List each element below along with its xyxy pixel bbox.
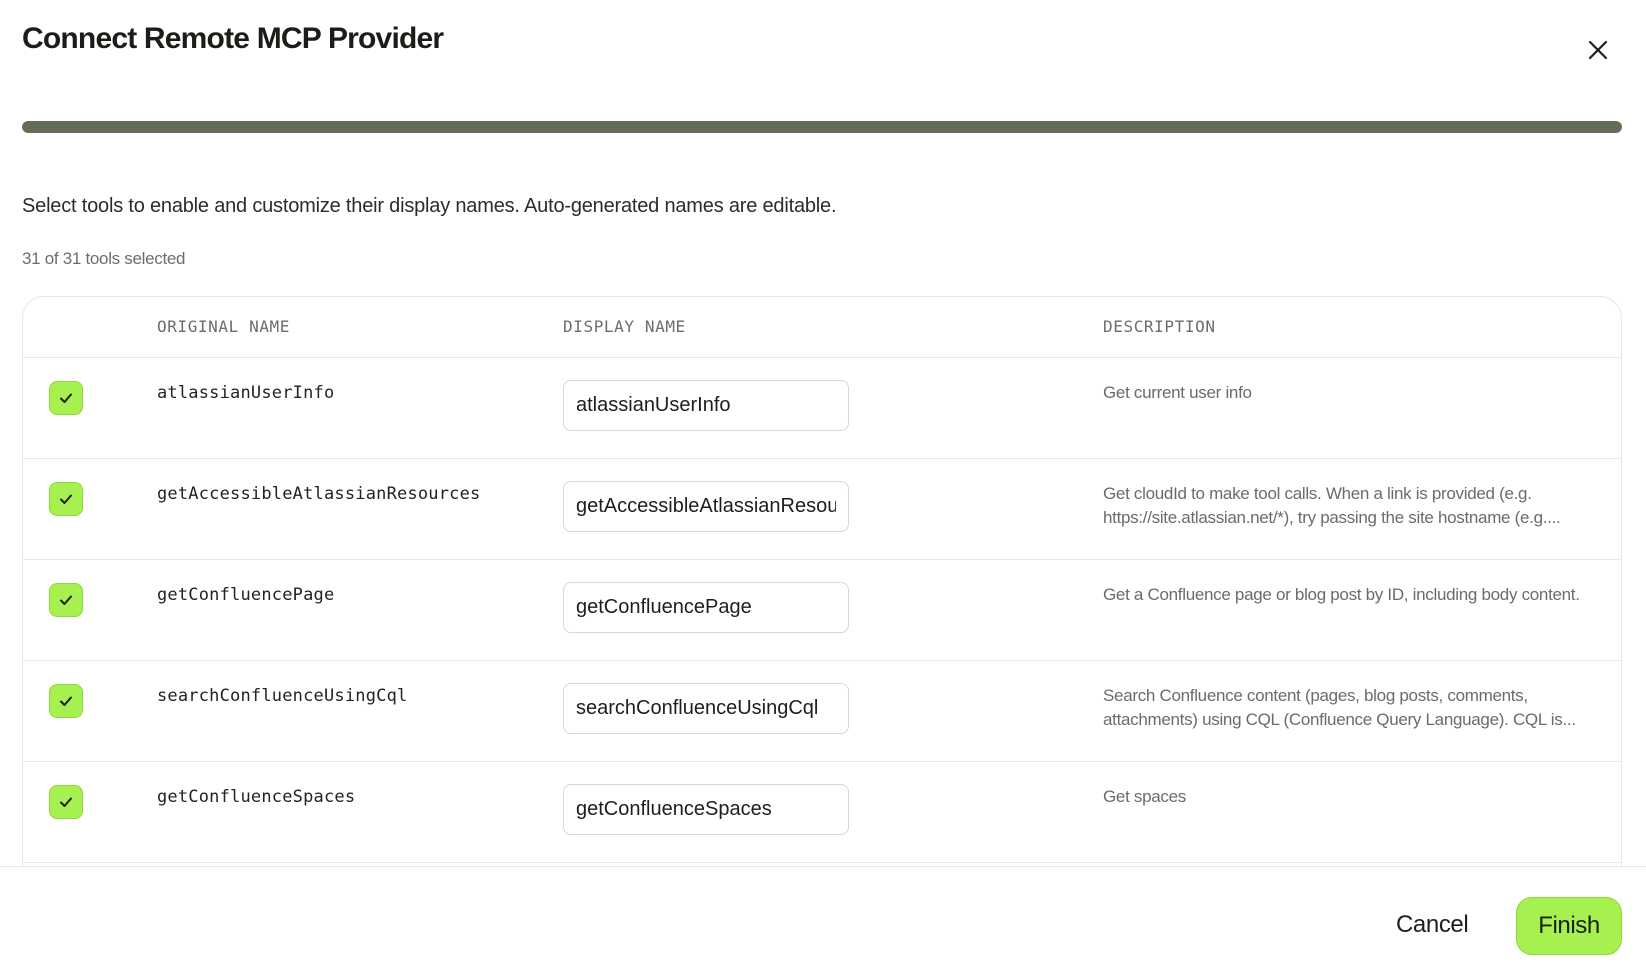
display-name-input[interactable] [563, 784, 849, 835]
tool-checkbox[interactable] [49, 684, 83, 718]
tool-checkbox[interactable] [49, 785, 83, 819]
check-icon [57, 490, 75, 508]
table-header [23, 297, 1621, 358]
tool-description: Get cloudId to make tool calls. When a link is provided (e.g. https://site.atlassian.net/*), try passing the site hostname (e.g.... [1103, 484, 1561, 527]
cancel-button[interactable]: Cancel [1380, 897, 1484, 953]
tool-checkbox[interactable] [49, 583, 83, 617]
instructions-text: Select tools to enable and customize their display names. Auto-generated names are editable. [22, 195, 837, 217]
original-name: atlassianUserInfo [157, 383, 335, 403]
table-row [23, 358, 1621, 459]
display-name-input[interactable] [563, 481, 849, 532]
tool-checkbox[interactable] [49, 381, 83, 415]
original-name: getAccessibleAtlassianResources [157, 484, 481, 504]
finish-button[interactable]: Finish [1516, 897, 1622, 955]
header-original-name: ORIGINAL NAME [157, 317, 291, 336]
header-display-name: DISPLAY NAME [563, 317, 686, 336]
dialog-title: Connect Remote MCP Provider [22, 22, 444, 55]
check-icon [57, 793, 75, 811]
check-icon [57, 692, 75, 710]
original-name: getConfluenceSpaces [157, 787, 356, 807]
display-name-input[interactable] [563, 683, 849, 734]
close-icon [1588, 40, 1608, 60]
tools-table [22, 296, 1622, 866]
check-icon [57, 389, 75, 407]
display-name-input[interactable] [563, 582, 849, 633]
progress-bar [22, 121, 1622, 133]
close-button[interactable] [1578, 30, 1618, 70]
table-row [23, 661, 1621, 762]
table-row [23, 459, 1621, 560]
selection-count: 31 of 31 tools selected [22, 249, 186, 268]
dialog-footer [0, 866, 1646, 978]
table-row [23, 560, 1621, 661]
original-name: searchConfluenceUsingCql [157, 686, 408, 706]
original-name: getConfluencePage [157, 585, 335, 605]
header-description: DESCRIPTION [1103, 317, 1216, 336]
tool-description: Search Confluence content (pages, blog posts, comments, attachments) using CQL (Confluence Query Language). CQL is... [1103, 686, 1576, 729]
tool-description: Get a Confluence page or blog post by ID, including body content. [1103, 585, 1580, 604]
tool-checkbox[interactable] [49, 482, 83, 516]
display-name-input[interactable] [563, 380, 849, 431]
table-row [23, 762, 1621, 863]
tool-description: Get current user info [1103, 383, 1252, 402]
tool-description: Get spaces [1103, 787, 1186, 806]
check-icon [57, 591, 75, 609]
progress-bar-fill [22, 121, 1622, 133]
